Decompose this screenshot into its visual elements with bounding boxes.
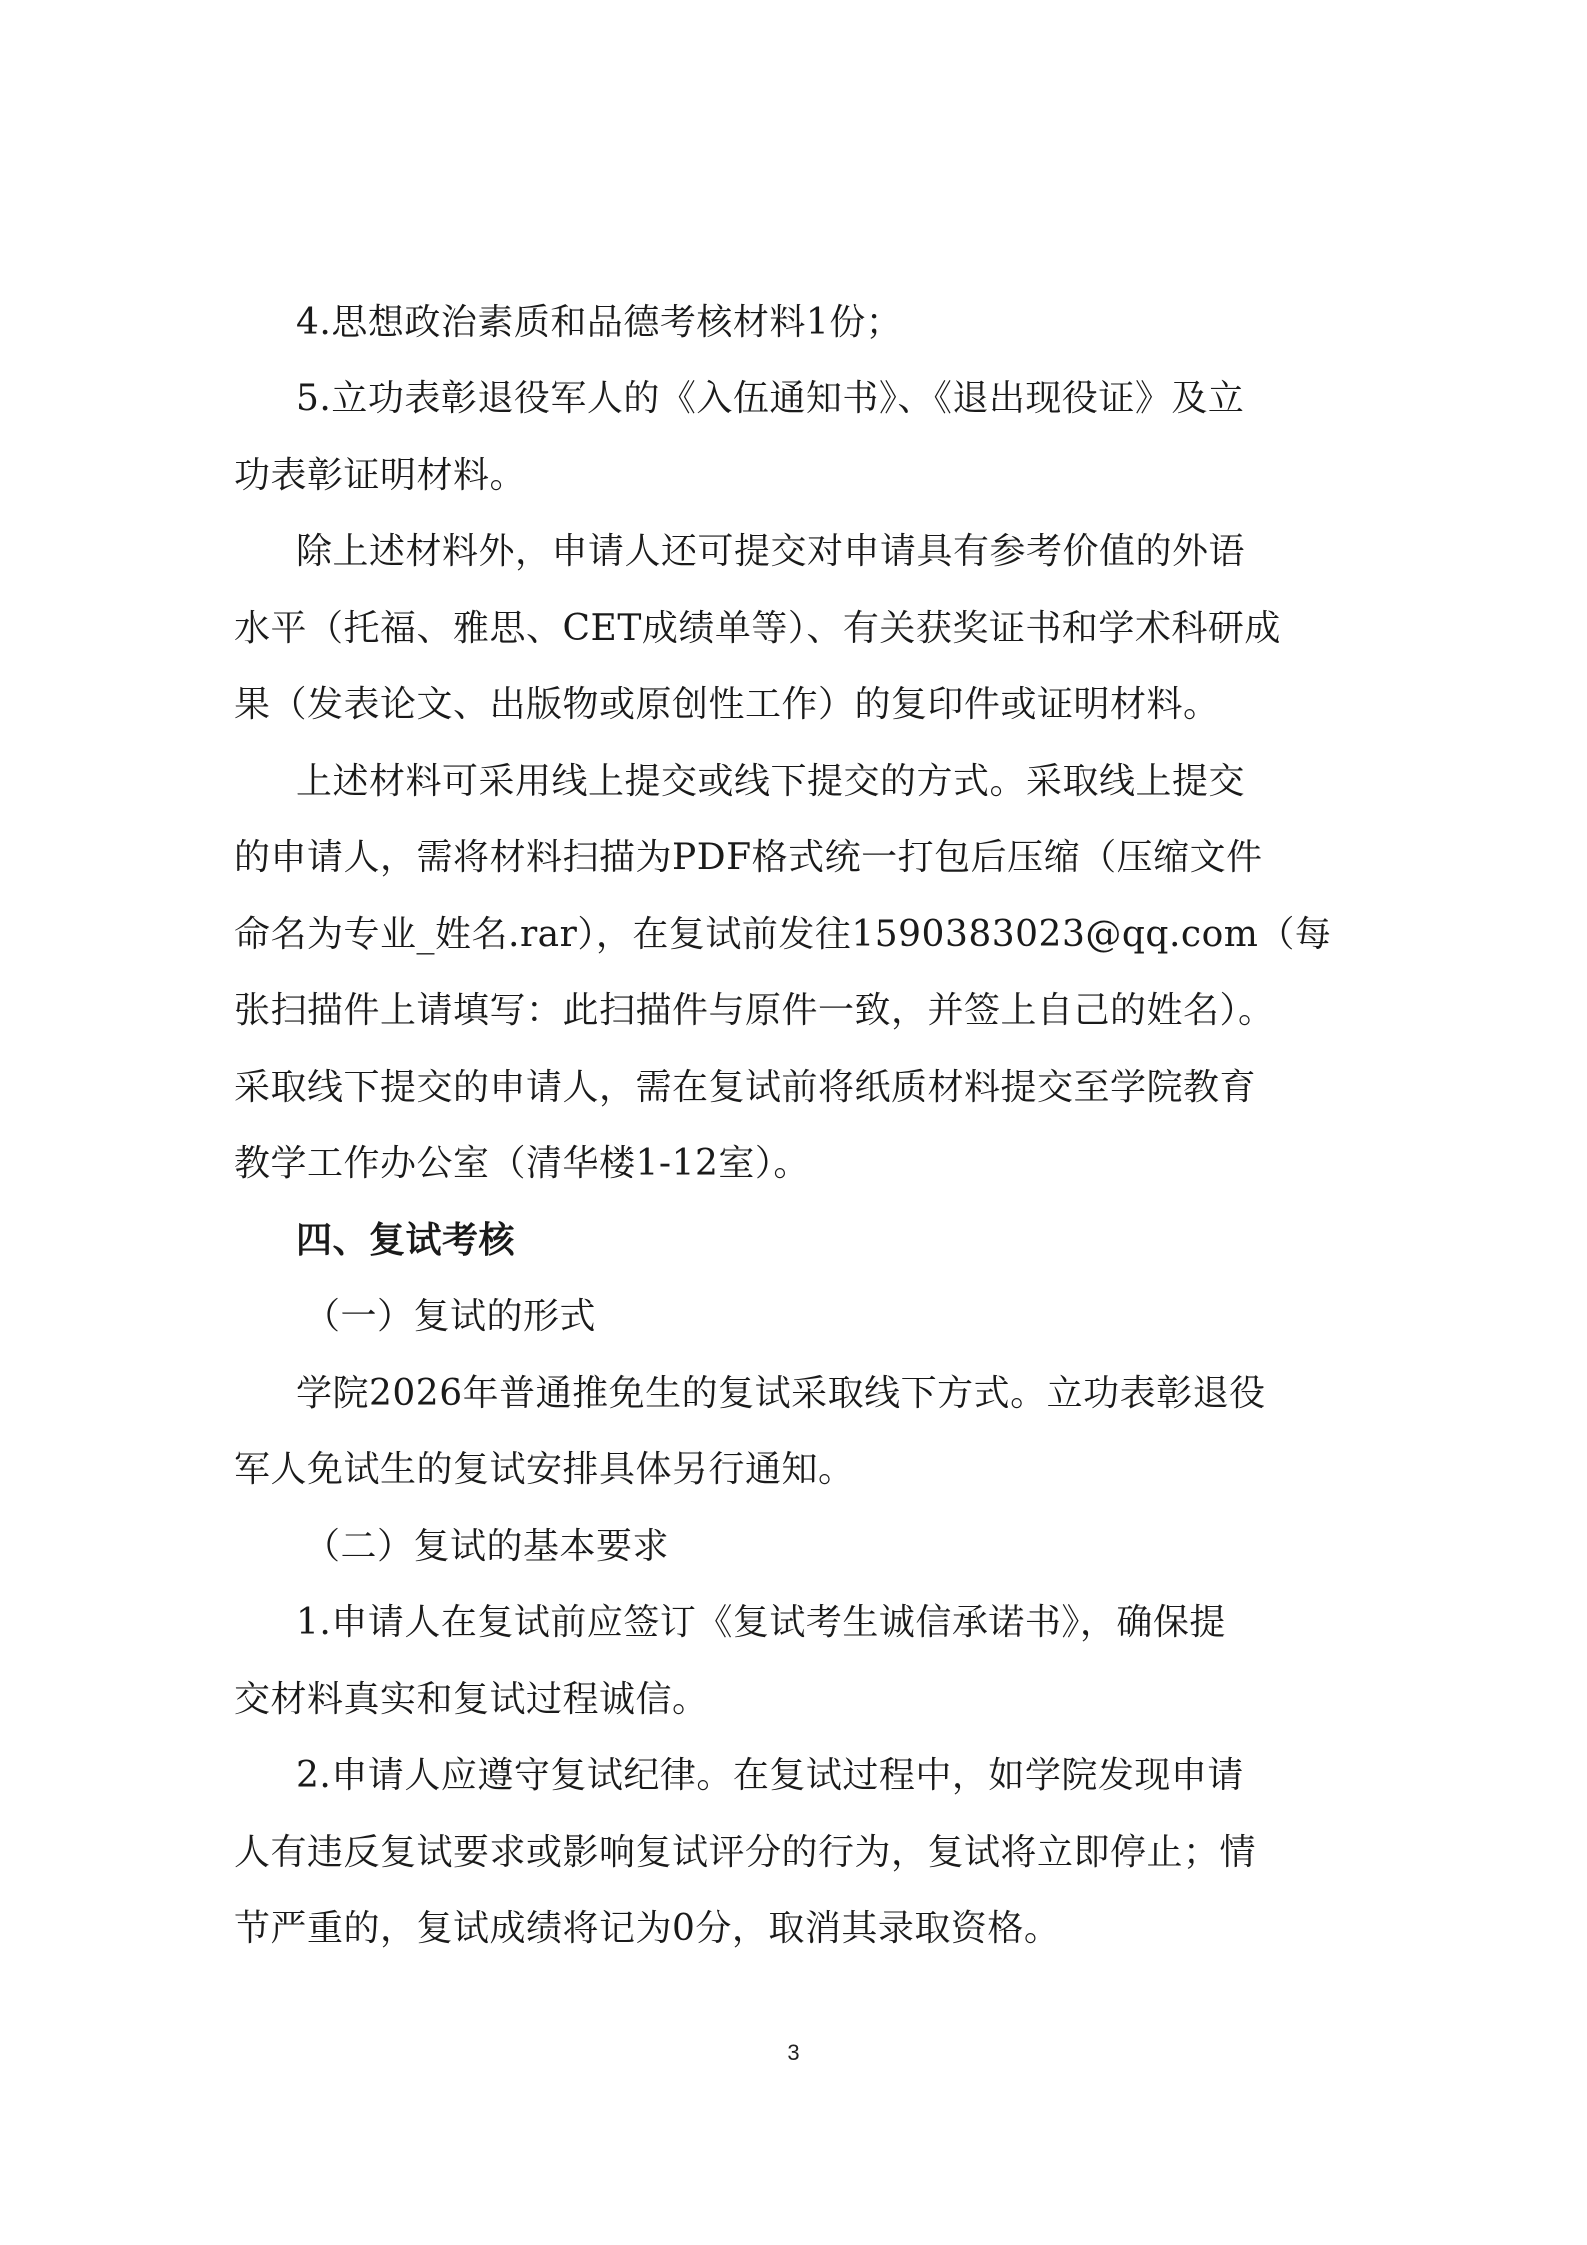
requirement-item-2-line-2: 人有违反复试要求或影响复试评分的行为，复试将立即停止；情 [234, 1832, 1257, 1873]
subsection-heading-1: （一）复试的形式 [304, 1296, 597, 1337]
paragraph-submission-line-2: 的申请人，需将材料扫描为PDF格式统一打包后压缩（压缩文件 [234, 837, 1263, 878]
requirement-item-2: 2.申请人应遵守复试纪律。在复试过程中，如学院发现申请 [296, 1755, 1244, 1796]
subsection-heading-2: （二）复试的基本要求 [304, 1526, 670, 1567]
requirement-item-2-line-3: 节严重的，复试成绩将记为0分，取消其录取资格。 [234, 1908, 1061, 1949]
paragraph-submission-line-3: 命名为专业_姓名.rar），在复试前发往1590383023@qq.com（每 [234, 914, 1332, 955]
paragraph-submission: 上述材料可采用线上提交或线下提交的方式。采取线上提交 [296, 761, 1246, 802]
paragraph-submission-line-5: 采取线下提交的申请人，需在复试前将纸质材料提交至学院教育 [234, 1067, 1257, 1108]
paragraph-submission-line-4: 张扫描件上请填写：此扫描件与原件一致，并签上自己的姓名）。 [234, 990, 1275, 1031]
paragraph-submission-line-6: 教学工作办公室（清华楼1-12室）。 [234, 1143, 810, 1184]
material-item-5: 5.立功表彰退役军人的《入伍通知书》、《退出现役证》及立 [296, 378, 1245, 419]
paragraph-format: 学院2026年普通推免生的复试采取线下方式。立功表彰退役 [296, 1373, 1266, 1414]
material-item-4: 4.思想政治素质和品德考核材料1份； [296, 302, 903, 343]
paragraph-extra-materials-line-2: 水平（托福、雅思、CET成绩单等）、有关获奖证书和学术科研成 [234, 608, 1281, 649]
paragraph-format-line-2: 军人免试生的复试安排具体另行通知。 [234, 1449, 855, 1490]
section-heading: 四、复试考核 [296, 1220, 516, 1261]
paragraph-extra-materials-line-3: 果（发表论文、出版物或原创性工作）的复印件或证明材料。 [234, 684, 1220, 725]
page-number: 3 [787, 2040, 800, 2065]
material-item-5-cont: 功表彰证明材料。 [234, 455, 527, 496]
requirement-item-1: 1.申请人在复试前应签订《复试考生诚信承诺书》，确保提 [296, 1602, 1226, 1643]
paragraph-extra-materials: 除上述材料外，申请人还可提交对申请具有参考价值的外语 [296, 531, 1246, 572]
requirement-item-1-cont: 交材料真实和复试过程诚信。 [234, 1679, 709, 1720]
